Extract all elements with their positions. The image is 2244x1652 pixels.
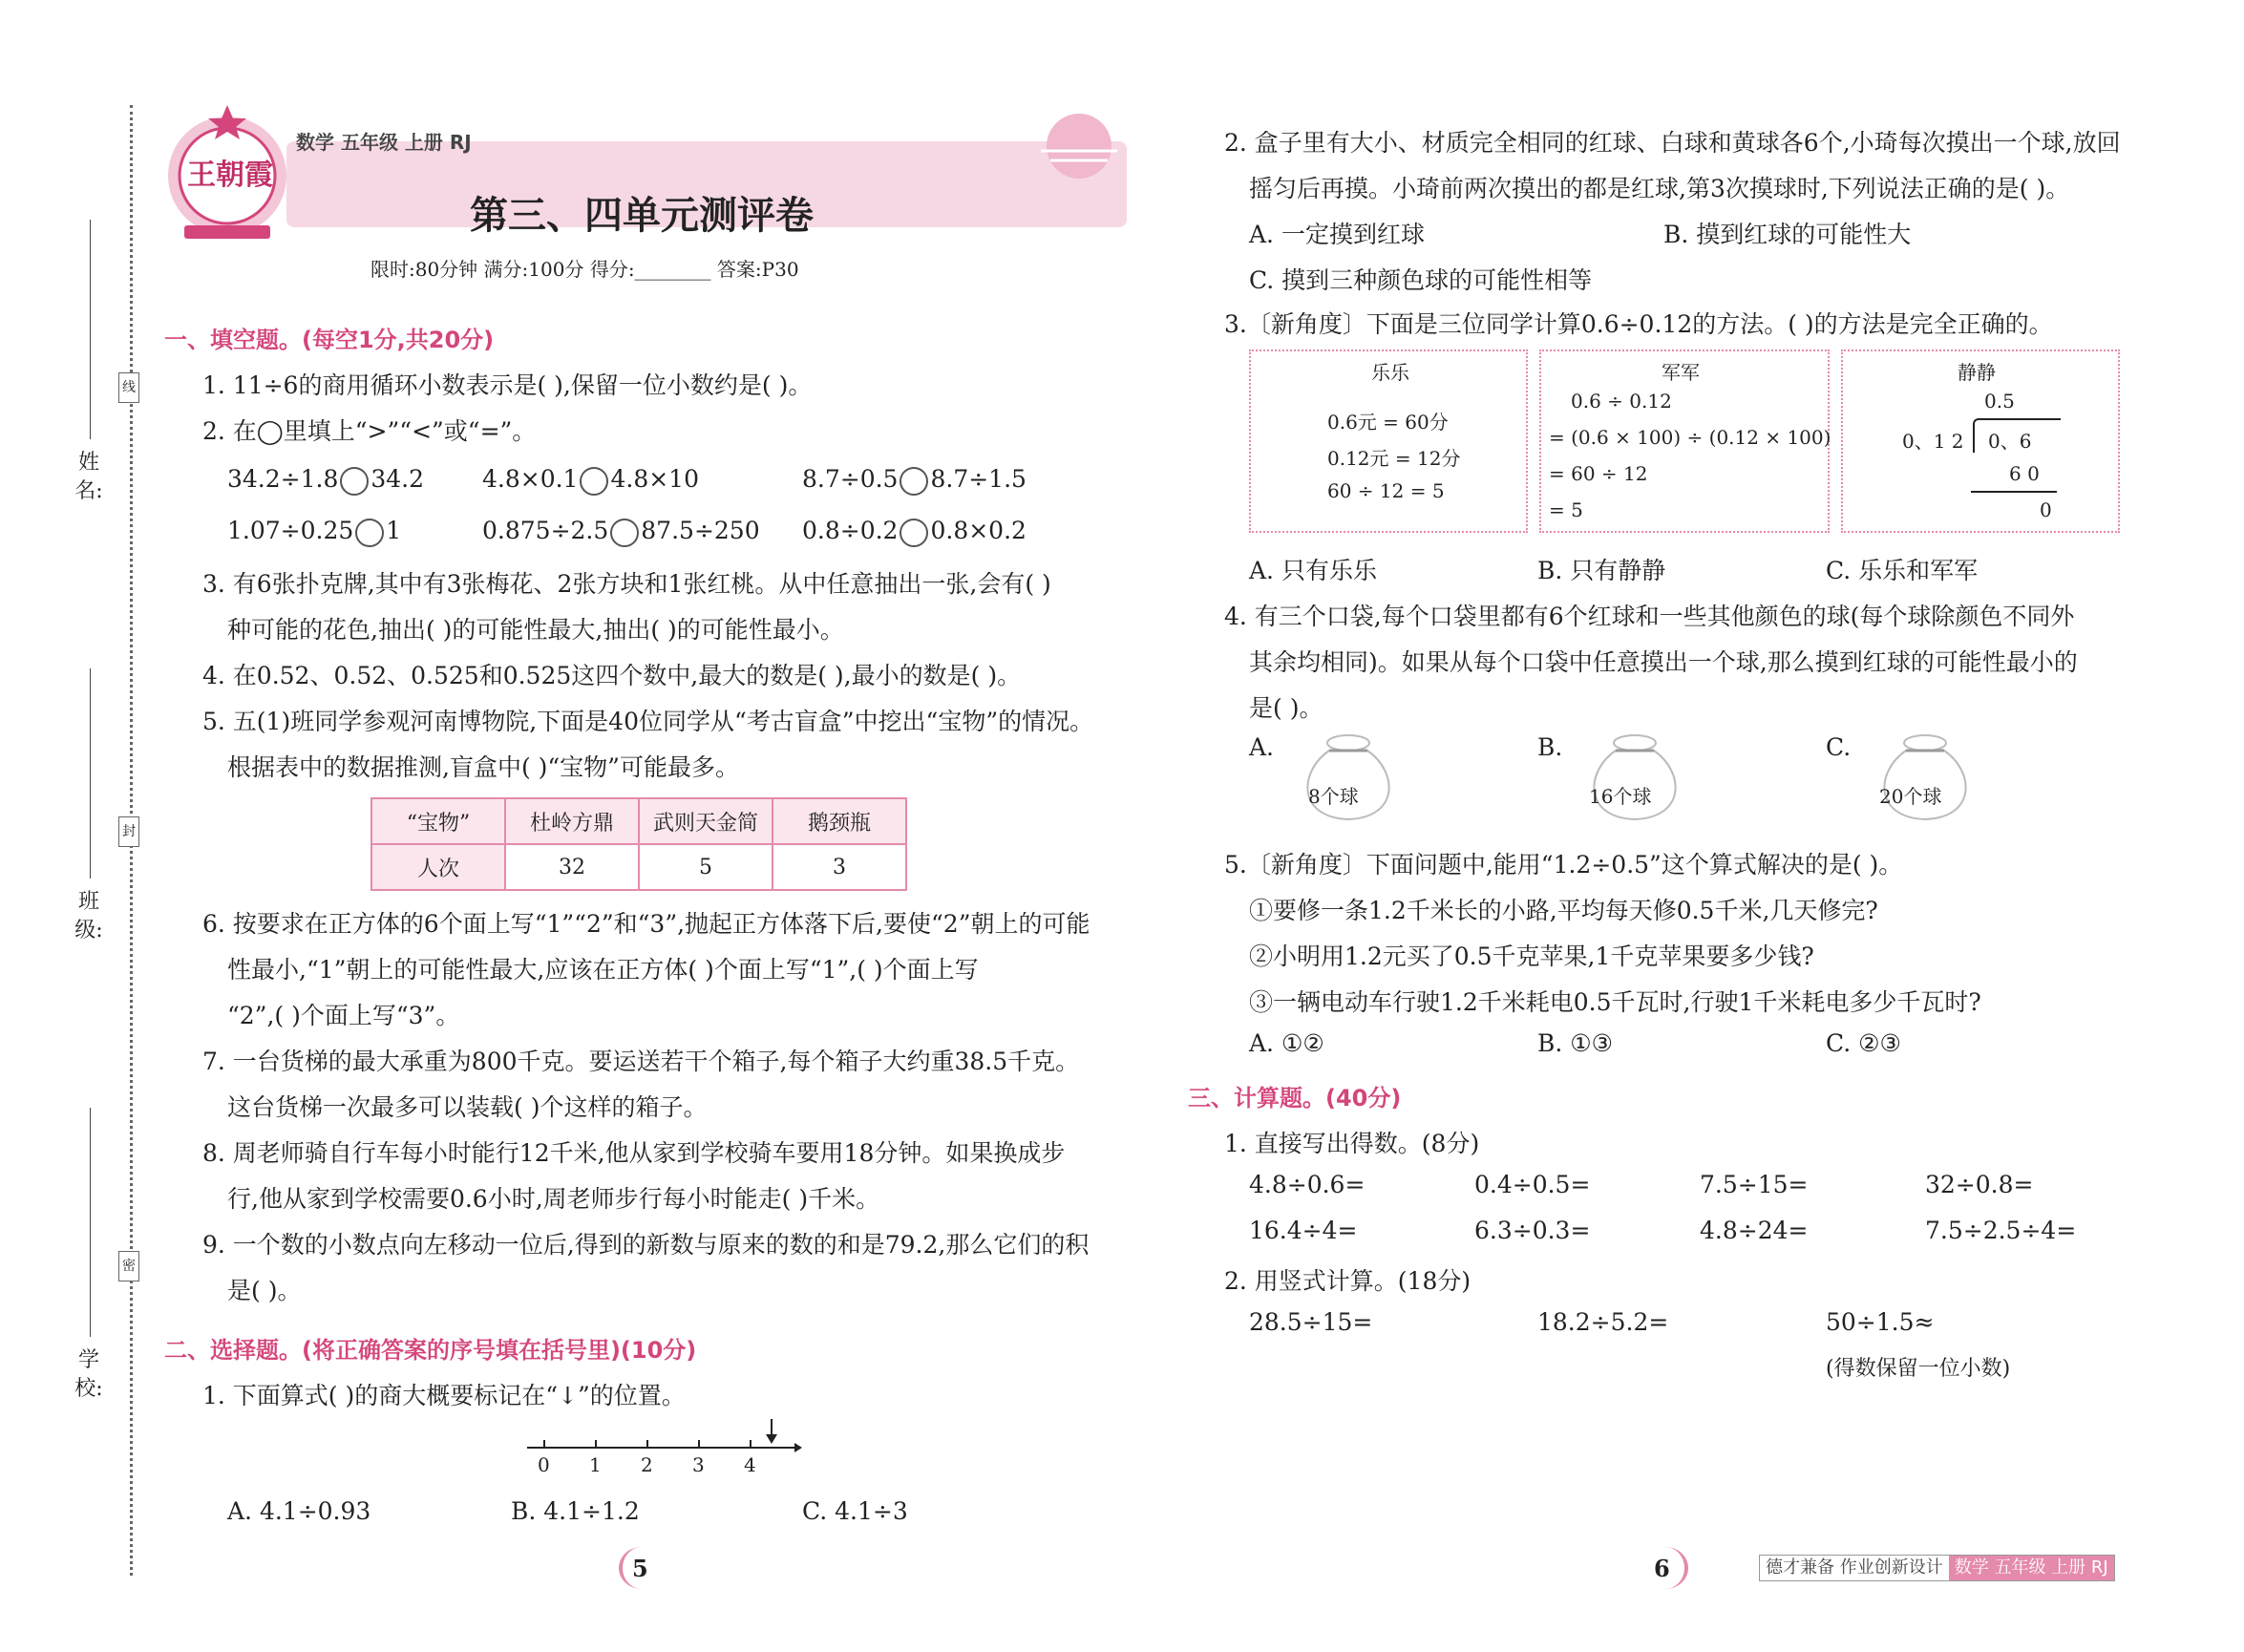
- method-line: 0.6 ÷ 0.12: [1571, 390, 1672, 413]
- method-name: 军军: [1662, 361, 1700, 384]
- s1-q7b: 这台货梯一次最多可以装载( )个这样的箱子。: [227, 1093, 708, 1121]
- class-underline: [90, 668, 91, 879]
- s2-q4b: 其余均相同)。如果从每个口袋中任意摸出一个球,那么摸到红球的可能性最小的: [1249, 648, 2078, 676]
- s1-q7a: 7. 一台货梯的最大承重为800千克。要运送若干个箱子,每个箱子大约重38.5千克。: [202, 1048, 1080, 1075]
- compare-circle[interactable]: [340, 467, 369, 496]
- logo-text: 王朝霞: [187, 159, 273, 192]
- division-divisor: 0、1 2: [1902, 430, 1964, 453]
- seal-box-mi: 密: [118, 1251, 139, 1281]
- option[interactable]: C. 4.1÷3: [802, 1497, 908, 1525]
- s1-q1: 1. 11÷6的商用循环小数表示是( ),保留一位小数约是( )。: [202, 371, 813, 399]
- table-cell: 3: [773, 844, 906, 890]
- s2-q4c: 是( )。: [1249, 694, 1323, 722]
- bag-label: 20个球: [1879, 785, 1942, 808]
- calc-item: 7.5÷15=: [1700, 1171, 1809, 1198]
- method-line: = 60 ÷ 12: [1549, 462, 1648, 485]
- table-header: 杜岭方鼎: [505, 798, 639, 844]
- tick-label: 1: [589, 1453, 602, 1476]
- option[interactable]: A. 4.1÷0.93: [227, 1497, 371, 1525]
- option[interactable]: B. ①③: [1537, 1029, 1614, 1057]
- table-header: 武则天金简: [639, 798, 773, 844]
- ball-bag-icon: [1868, 728, 1982, 823]
- option[interactable]: C. ②③: [1826, 1029, 1901, 1057]
- option[interactable]: C.: [1826, 733, 1852, 761]
- s2-q5: 5.〔新角度〕下面问题中,能用“1.2÷0.5”这个算式解决的是( )。: [1224, 851, 1903, 879]
- section-1-title: 一、填空题。(每空1分,共20分): [164, 327, 495, 353]
- school-underline: [90, 1108, 91, 1337]
- rounding-note: (得数保留一位小数): [1826, 1357, 2011, 1381]
- option[interactable]: C. 乐乐和军军: [1826, 557, 1979, 584]
- s2-q1: 1. 下面算式( )的商大概要标记在“↓”的位置。: [202, 1382, 686, 1409]
- compare-circle[interactable]: [900, 467, 928, 496]
- tick-label: 4: [744, 1453, 756, 1476]
- table-header: 鹅颈瓶: [773, 798, 906, 844]
- s1-q3b: 种可能的花色,抽出( )的可能性最大,抽出( )的可能性最小。: [227, 616, 844, 644]
- name-underline: [90, 220, 91, 439]
- brand-name: 德才兼备 作业创新设计: [1766, 1557, 1943, 1578]
- s2-q5-item: ③一辆电动车行驶1.2千米耗电0.5千瓦时,行驶1千米耗电多少千瓦时?: [1249, 988, 1981, 1016]
- q2-item: 4.8×0.1 4.8×10: [482, 465, 699, 496]
- table-header: “宝物”: [371, 798, 505, 844]
- class-label: 班 级:: [74, 890, 103, 942]
- bag-label: 16个球: [1589, 785, 1652, 808]
- s2-q5-item: ②小明用1.2元买了0.5千克苹果,1千克苹果要多少钱?: [1249, 942, 1814, 970]
- subject-line: 数学 五年级 上册 RJ: [296, 131, 472, 154]
- tick-label: 2: [641, 1453, 653, 1476]
- s2-q5-item: ①要修一条1.2千米长的小路,平均每天修0.5千米,几天修完?: [1249, 897, 1878, 924]
- compare-circle[interactable]: [610, 519, 639, 547]
- tick-label: 0: [538, 1453, 550, 1476]
- treasure-table: [370, 797, 907, 891]
- division-product: 6 0: [2009, 462, 2040, 485]
- vertical-calc-item: 28.5÷15=: [1249, 1308, 1373, 1336]
- method-name: 乐乐: [1371, 361, 1409, 384]
- s1-q5a: 5. 五(1)班同学参观河南博物院,下面是40位同学从“考古盲盒”中挖出“宝物”的情况。: [202, 708, 1094, 735]
- calc-item: 0.4÷0.5=: [1474, 1171, 1591, 1198]
- option[interactable]: B. 只有静静: [1537, 557, 1666, 584]
- option[interactable]: B.: [1537, 733, 1563, 761]
- sun-decoration-icon: [1031, 103, 1127, 180]
- seal-box-feng: 封: [118, 816, 139, 847]
- name-label: 姓 名:: [74, 451, 103, 503]
- option[interactable]: A.: [1249, 733, 1275, 761]
- page-number-right: 6: [1654, 1555, 1670, 1582]
- method-line: 0.6元 = 60分: [1327, 411, 1449, 434]
- table-cell: 32: [505, 844, 639, 890]
- method-line: 60 ÷ 12 = 5: [1327, 479, 1445, 502]
- s3-q1: 1. 直接写出得数。(8分): [1224, 1130, 1480, 1157]
- compare-circle[interactable]: [900, 519, 928, 547]
- brand-footer: [1759, 1555, 2115, 1581]
- s2-q2b: 摇匀后再摸。小琦前两次摸出的都是红球,第3次摸球时,下列说法正确的是( )。: [1249, 175, 2070, 202]
- page-title: 第三、四单元测评卷: [470, 194, 814, 238]
- vertical-calc-item: 50÷1.5≈: [1826, 1308, 1935, 1336]
- calc-item: 32÷0.8=: [1925, 1171, 2034, 1198]
- vertical-calc-item: 18.2÷5.2=: [1537, 1308, 1669, 1336]
- method-line: = (0.6 × 100) ÷ (0.12 × 100): [1549, 426, 1831, 449]
- s1-q2: 2. 在◯里填上“>”“<”或“=”。: [202, 417, 537, 445]
- s2-q4a: 4. 有三个口袋,每个口袋里都有6个红球和一些其他颜色的球(每个球除颜色不同外: [1224, 603, 2075, 630]
- s1-q6b: 性最小,“1”朝上的可能性最大,应该在正方体( )个面上写“1”,( )个面上写: [227, 956, 979, 984]
- division-rule: [1971, 491, 2057, 493]
- option[interactable]: A. 只有乐乐: [1249, 557, 1377, 584]
- option[interactable]: B. 4.1÷1.2: [511, 1497, 640, 1525]
- calc-item: 7.5÷2.5÷4=: [1925, 1217, 2077, 1244]
- calc-item: 4.8÷0.6=: [1249, 1171, 1365, 1198]
- s1-q8b: 行,他从家到学校需要0.6小时,周老师步行每小时能走( )千米。: [227, 1185, 880, 1213]
- number-line: [525, 1419, 802, 1486]
- s1-q4: 4. 在0.52、0.52、0.525和0.525这四个数中,最大的数是( ),最小的数是( )。: [202, 662, 1022, 689]
- ball-bag-icon: [1291, 728, 1406, 823]
- calc-item: 16.4÷4=: [1249, 1217, 1358, 1244]
- brand-tag: 数学 五年级 上册 RJ: [1949, 1556, 2114, 1580]
- q2-item: 0.8÷0.2 0.8×0.2: [802, 517, 1027, 547]
- page-number-left: 5: [632, 1555, 648, 1582]
- s1-q9a: 9. 一个数的小数点向左移动一位后,得到的新数与原来的数的和是79.2,那么它们的积: [202, 1231, 1090, 1259]
- option[interactable]: B. 摸到红球的可能性大: [1663, 221, 1912, 248]
- tick-label: 3: [692, 1453, 705, 1476]
- s1-q9b: 是( )。: [227, 1277, 302, 1304]
- compare-circle[interactable]: [355, 519, 384, 547]
- method-line: = 5: [1549, 498, 1583, 521]
- s1-q5b: 根据表中的数据推测,盲盒中( )“宝物”可能最多。: [227, 753, 739, 781]
- s1-q6c: “2”,( )个面上写“3”。: [227, 1002, 460, 1029]
- calc-item: 6.3÷0.3=: [1474, 1217, 1591, 1244]
- compare-circle[interactable]: [580, 467, 608, 496]
- division-remainder: 0: [2040, 498, 2052, 521]
- s3-q2: 2. 用竖式计算。(18分): [1224, 1267, 1471, 1295]
- q2-item: 0.875÷2.5 87.5÷250: [482, 517, 760, 547]
- method-name: 静静: [1958, 361, 1996, 384]
- s2-q2a: 2. 盒子里有大小、材质完全相同的红球、白球和黄球各6个,小琦每次摸出一个球,放回: [1224, 129, 2121, 157]
- option[interactable]: C. 摸到三种颜色球的可能性相等: [1249, 266, 1593, 294]
- division-dividend: 0、6: [1988, 430, 2032, 453]
- s1-q6a: 6. 按要求在正方体的6个面上写“1”“2”和“3”,抛起正方体落下后,要使“2”朝上的可能: [202, 910, 1090, 938]
- seal-box-xian: 线: [118, 372, 139, 403]
- q2-item: 8.7÷0.5 8.7÷1.5: [802, 465, 1027, 496]
- section-3-title: 三、计算题。(40分): [1188, 1085, 1402, 1112]
- section-2-title: 二、选择题。(将正确答案的序号填在括号里)(10分): [164, 1337, 697, 1364]
- ball-bag-icon: [1577, 728, 1692, 823]
- s1-q3a: 3. 有6张扑克牌,其中有3张梅花、2张方块和1张红桃。从中任意抽出一张,会有( ): [202, 570, 1051, 598]
- s2-q3: 3.〔新角度〕下面是三位同学计算0.6÷0.12的方法。( )的方法是完全正确的。: [1224, 310, 2053, 338]
- exam-info: 限时:80分钟 满分:100分 得分:________ 答案:P30: [370, 258, 799, 281]
- table-cell: 5: [639, 844, 773, 890]
- option[interactable]: A. ①②: [1249, 1029, 1324, 1057]
- q2-item: 34.2÷1.8 34.2: [227, 465, 424, 496]
- school-label: 学 校:: [74, 1348, 103, 1401]
- option[interactable]: A. 一定摸到红球: [1249, 221, 1425, 248]
- method-line: 0.12元 = 12分: [1327, 447, 1461, 470]
- calc-item: 4.8÷24=: [1700, 1217, 1809, 1244]
- bag-label: 8个球: [1308, 785, 1359, 808]
- s1-q8a: 8. 周老师骑自行车每小时能行12千米,他从家到学校骑车要用18分钟。如果换成步: [202, 1139, 1066, 1167]
- division-quotient: 0.5: [1984, 390, 2015, 413]
- table-row-label: 人次: [371, 844, 505, 890]
- q2-item: 1.07÷0.25 1: [227, 517, 401, 547]
